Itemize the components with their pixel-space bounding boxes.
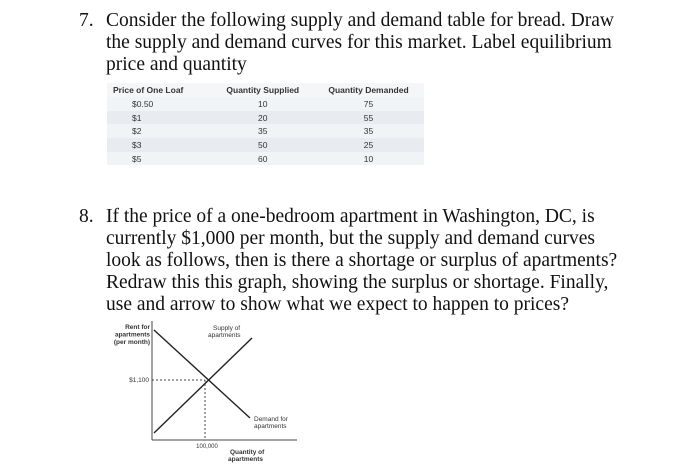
demand-label-line: apartments — [254, 423, 287, 430]
price-cell: $1 — [107, 111, 213, 125]
supply-label-line: apartments — [208, 332, 241, 339]
question-8-number: 8. — [79, 206, 94, 227]
question-7-number: 7. — [79, 10, 94, 31]
table-row — [107, 97, 424, 111]
supplied-cell: 50 — [213, 138, 314, 152]
apartment-supply-demand-graph — [112, 318, 312, 465]
table-header-row — [107, 83, 424, 97]
quantity-tick-label: 100,000 — [196, 444, 218, 450]
demanded-cell: 75 — [313, 97, 424, 111]
price-cell: $5 — [107, 152, 213, 166]
table-row — [107, 138, 424, 152]
supplied-cell: 60 — [213, 152, 314, 166]
table-row — [107, 152, 424, 166]
y-axis-label-line: Rent for — [125, 324, 150, 331]
demanded-cell: 10 — [313, 152, 424, 166]
supply-curve — [154, 338, 252, 433]
question-7-line: price and quantity — [106, 54, 247, 75]
question-7 — [79, 10, 614, 76]
supplied-cell: 10 — [213, 97, 314, 111]
supplied-cell: 35 — [213, 124, 314, 138]
y-axis-label-line: (per month) — [113, 339, 150, 346]
supplied-cell: 20 — [213, 111, 314, 125]
price-cell: $3 — [107, 138, 213, 152]
question-8-line: look as follows, then is there a shortage or surplus of apartments? — [106, 250, 618, 271]
demand-curve — [154, 330, 250, 418]
question-8-line: Redraw this this graph, showing the surplus or shortage. Finally, — [106, 272, 609, 293]
question-7-line: the supply and demand curves for this market. Label equilibrium — [106, 32, 612, 53]
demanded-cell: 35 — [313, 124, 424, 138]
price-cell: $0.50 — [107, 97, 213, 111]
price-tick-label: $1,100 — [129, 377, 149, 384]
table-row — [107, 124, 424, 138]
supply-label-line: Supply of — [213, 325, 241, 332]
x-axis-label-line: apartments — [228, 456, 264, 463]
demand-label-line: Demand for — [254, 416, 288, 423]
bread-supply-demand-table — [107, 83, 424, 165]
x-axis-label-line: Quantity of — [230, 449, 265, 456]
table-row — [107, 111, 424, 125]
demanded-cell: 25 — [313, 138, 424, 152]
question-7-line: Consider the following supply and demand table for bread. Draw — [106, 10, 614, 31]
question-8 — [79, 206, 617, 316]
y-axis-label-line: apartments — [114, 331, 150, 339]
price-cell: $2 — [107, 124, 213, 138]
column-header-supplied: Quantity Supplied — [213, 83, 314, 97]
column-header-demanded: Quantity Demanded — [313, 83, 424, 97]
question-8-line: If the price of a one-bedroom apartment in Washington, DC, is — [106, 206, 595, 227]
column-header-price: Price of One Loaf — [107, 83, 213, 97]
question-8-line: use and arrow to show what we expect to happen to prices? — [106, 294, 569, 315]
question-8-line: currently $1,000 per month, but the supply and demand curves — [106, 228, 596, 249]
demanded-cell: 55 — [313, 111, 424, 125]
